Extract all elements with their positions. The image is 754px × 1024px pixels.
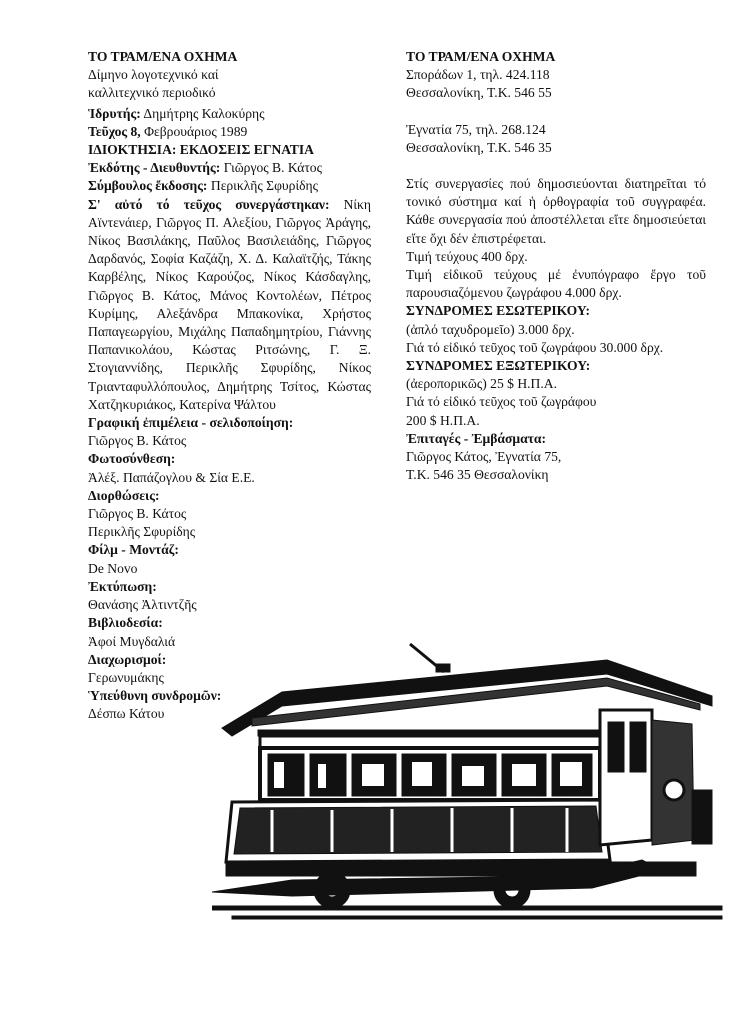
address-1-line-2: Θεσσαλονίκη, Τ.Κ. 546 55 — [406, 85, 552, 101]
printing-name: Θανάσης Ἀλτιντζῆς — [88, 597, 197, 613]
separations-label: Διαχωρισμοί: — [88, 651, 167, 667]
ownership-line: ΙΔΙΟΚΤΗΣΙΑ: ΕΚΔΟΣΕΙΣ ΕΓΝΑΤΙΑ — [88, 142, 314, 158]
film-label: Φίλμ - Μοντάζ: — [88, 542, 179, 558]
masthead-left-column — [88, 48, 371, 724]
subscriptions-name: Δέσπω Κάτου — [88, 706, 165, 722]
checks-line-1: Γιῶργος Κάτος, Ἐγνατία 75, — [406, 449, 562, 465]
checks-line-2: Τ.Κ. 546 35 Θεσσαλονίκη — [406, 467, 549, 483]
address-1-line-1: Σποράδων 1, τηλ. 424.118 — [406, 67, 550, 83]
subtitle-line-2: καλλιτεχνικό περιοδικό — [88, 85, 216, 101]
special-price-line: Τιμή εἰδικοῦ τεύχους μέ ἐνυπόγραφο ἔργο τοῦ παρουσιαζόμενου ζωγράφου 4.000 δρχ. — [406, 267, 706, 301]
contributors-list: Νίκη Αϊντενάιερ, Γιῶργος Π. Αλεξίου, Γιῶργος Ἀράγης, Νίκος Βασιλάκης, Παῦλος Βασιλειάδης, Γιῶργος Δαρδανός, Σοφία Καζάζη, Χ. Δ. Καλαϊτζής, Τάκης Καρβέλης, Νίκος Καρούζος, Νίκος Κάσδαγλης, Γιῶργος Β. Κάτος, Μάνος Κοντολέων, Πέτρος Κυρίμης, Αλεξάνδρα Μπακονίκα, Χρήστος Παπαγεωργίου, Μιχάλης Παπαδημητρίου, Γιάννης Παπανικολάου, Κώστας Ριτσώνης, Γ. Ξ. Στογιαννίδης, Περικλῆς Σφυρίδης, Νίκος Τριανταφυλλόπουλος, Δημήτρης Τσίτος, Κώστας Χατζηκυριάκος, Κατερίνα Ψάλτου — [88, 196, 371, 412]
binding-label: Βιβλιοδεσία: — [88, 615, 163, 631]
contributors-label: Σ' αὐτό τό τεῦχος συνεργάστηκαν: — [88, 196, 330, 212]
foreign-price-3: 200 $ Η.Π.Α. — [406, 412, 480, 428]
domestic-subscriptions-title: ΣΥΝΔΡΟΜΕΣ ΕΣΩΤΕΡΙΚΟΥ: — [406, 303, 590, 319]
contributors-paragraph — [88, 196, 371, 414]
publisher-name: Γιῶργος Β. Κάτος — [223, 160, 322, 176]
foreign-price-1: (ἀεροπορικῶς) 25 $ Η.Π.Α. — [406, 376, 557, 392]
binding-name: Ἀφοί Μυγδαλιά — [88, 633, 176, 649]
founder-label: Ἱδρυτής: — [88, 105, 141, 121]
typesetting-label: Φωτοσύνθεση: — [88, 451, 176, 467]
film-name: De Novo — [88, 560, 138, 576]
typesetting-name: Ἀλέξ. Παπάζογλου & Σία Ε.Ε. — [88, 469, 255, 485]
printing-label: Ἐκτύπωση: — [88, 578, 157, 594]
issue-date: Φεβρουάριος 1989 — [144, 123, 248, 139]
issue-line — [88, 123, 371, 141]
magazine-title-right: ΤΟ ΤΡΑΜ/ΕΝΑ ΟΧΗΜΑ — [406, 49, 556, 64]
foreign-price-2: Γιά τό εἰδικό τεῦχος τοῦ ζωγράφου — [406, 394, 597, 410]
graphic-name: Γιῶργος Β. Κάτος — [88, 433, 187, 449]
subtitle-line-1: Δίμηνο λογοτεχνικό καί — [88, 67, 219, 83]
tram-illustration — [212, 640, 732, 940]
issue-label: Τεῦχος 8, — [88, 123, 141, 139]
separations-name: Γερωνυμάκης — [88, 669, 164, 685]
submission-notice: Στίς συνεργασίες πού δημοσιεύονται διατηρεῖται τό τονικό σύστημα καί ἡ ὀρθογραφία τοῦ συγγραφέα. Κάθε συνεργασία πού ἀποστέλλεται εἴτε δημοσιεύεται εἴτε ὄχι δέν ἐπιστρέφεται. — [406, 176, 706, 246]
founder-line — [88, 105, 371, 123]
advisor-line — [88, 177, 371, 195]
domestic-price-2: Γιά τό εἰδικό τεῦχος τοῦ ζωγράφου 30.000 δρχ. — [406, 339, 664, 355]
checks-label: Ἐπιταγές - Ἐμβάσματα: — [406, 430, 547, 446]
proofreading-label: Διορθώσεις: — [88, 487, 160, 503]
publisher-label: Ἐκδότης - Διευθυντής: — [88, 160, 221, 176]
address-2-line-1: Ἐγνατία 75, τηλ. 268.124 — [406, 121, 546, 137]
advisor-label: Σύμβουλος ἔκδοσης: — [88, 178, 208, 194]
advisor-name: Περικλῆς Σφυρίδης — [210, 178, 318, 194]
proofreading-name-2: Περικλῆς Σφυρίδης — [88, 524, 196, 540]
magazine-title: ΤΟ ΤΡΑΜ/ΕΝΑ ΟΧΗΜΑ — [88, 49, 238, 64]
publisher-line — [88, 159, 371, 177]
price-line: Τιμή τεύχους 400 δρχ. — [406, 248, 528, 264]
proofreading-name-1: Γιῶργος Β. Κάτος — [88, 506, 187, 522]
founder-name: Δημήτρης Καλοκύρης — [143, 105, 265, 121]
masthead-right-column — [406, 48, 706, 484]
domestic-price-1: (ἁπλό ταχυδρομεῖο) 3.000 δρχ. — [406, 321, 575, 337]
foreign-subscriptions-title: ΣΥΝΔΡΟΜΕΣ ΕΞΩΤΕΡΙΚΟΥ: — [406, 358, 591, 374]
address-2-line-2: Θεσσαλονίκη, Τ.Κ. 546 35 — [406, 139, 552, 155]
subscriptions-label: Ὑπεύθυνη συνδρομῶν: — [88, 688, 222, 704]
graphic-label: Γραφική ἐπιμέλεια - σελιδοποίηση: — [88, 415, 294, 431]
